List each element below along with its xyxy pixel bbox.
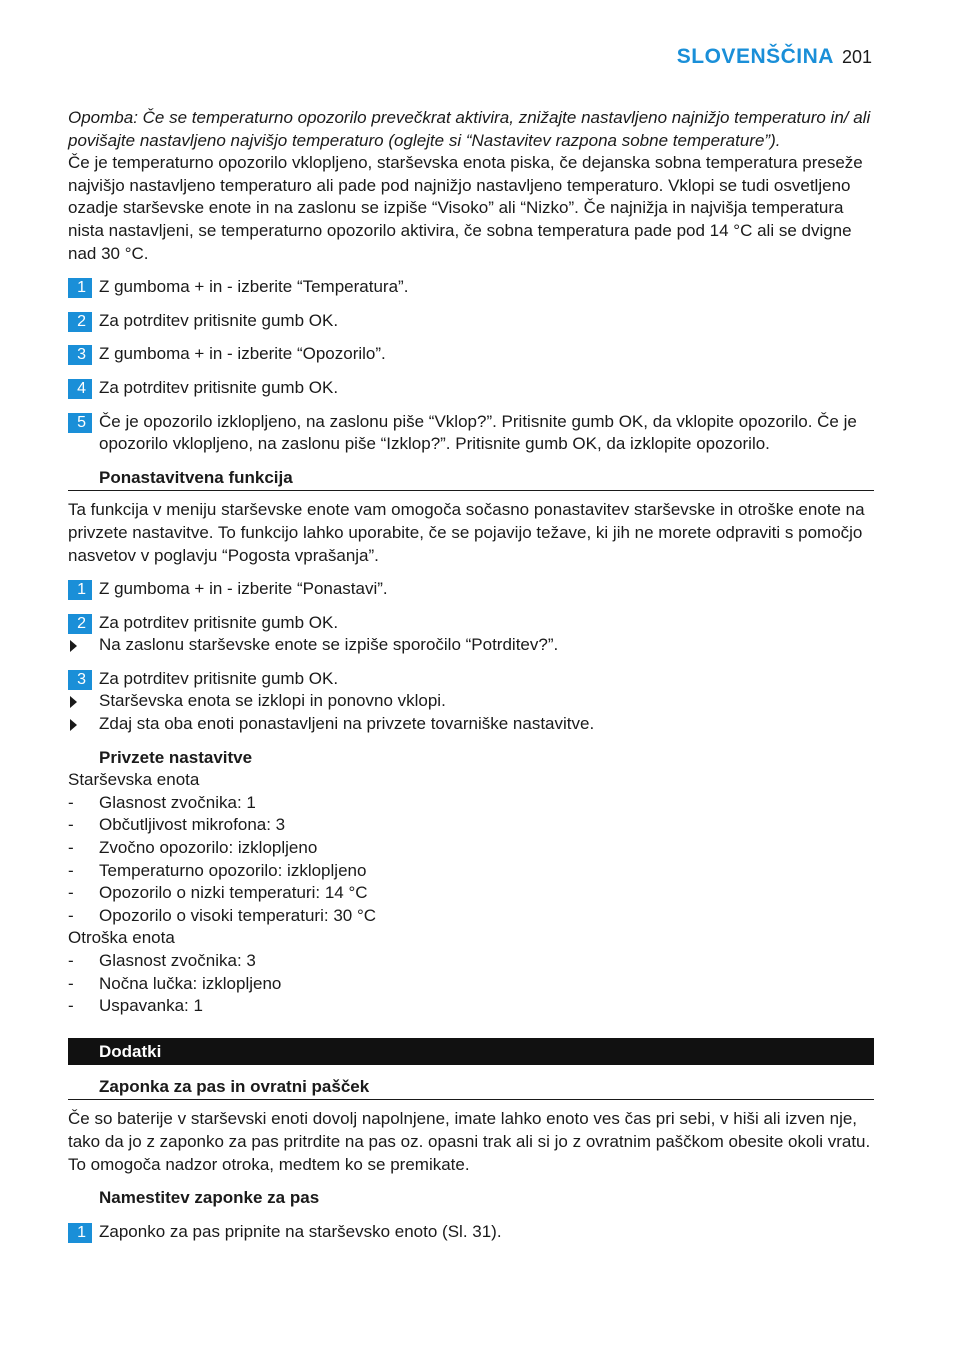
step-5: [68, 411, 874, 456]
accessories-paragraph: Če so baterije v starševski enoti dovolj napolnjene, imate lahko enoto ves čas pri sebi, v hiši ali izven nje, tako da jo z zaponko za pas pritrdite na pas oz. opasni trak ali si jo z ovratnim paščkom obesite okoli vratu. To omogoča nadzor otroka, medtem ko se premikate.: [68, 1109, 871, 1174]
step-number: 5: [68, 413, 92, 433]
list-item: [68, 814, 874, 837]
step-number: 1: [68, 278, 92, 298]
section-band-accessories: Dodatki: [68, 1038, 874, 1065]
list-item: [68, 882, 874, 905]
language-title: SLOVENŠČINA: [676, 45, 834, 68]
list-item-text: Opozorilo o nizki temperaturi: 14 °C: [99, 883, 368, 903]
reset-step-2: [68, 612, 874, 635]
list-item: [68, 792, 874, 815]
list-item: [68, 973, 874, 996]
result-text: Starševska enota se izklopi in ponovno vklopi.: [99, 691, 446, 711]
list-item-text: Nočna lučka: izklopljeno: [99, 973, 282, 993]
note-text: Opomba: Če se temperaturno opozorilo prevečkrat aktivira, znižajte nastavljeno najnižjo temperaturo in/ ali povišajte nastavljeno najvišjo temperaturo (oglejte si “Nastavitev razpona sobne temperature”).: [68, 108, 871, 150]
dash-mark: -: [68, 792, 74, 812]
dash-mark: -: [68, 838, 74, 858]
list-item: [68, 837, 874, 860]
list-item: [68, 950, 874, 973]
list-item-text: Glasnost zvočnika: 1: [99, 792, 256, 812]
dash-mark: -: [68, 996, 74, 1016]
page-header: [677, 46, 872, 69]
list-item-text: Glasnost zvočnika: 3: [99, 951, 256, 970]
page-number: 201: [841, 47, 872, 67]
list-item: [68, 995, 874, 1018]
list-item-text: Zvočno opozorilo: izklopljeno: [99, 838, 318, 858]
section-heading-defaults: Privzete nastavitve: [99, 747, 253, 767]
step-number: 2: [68, 614, 92, 634]
step-1: [68, 276, 874, 299]
step-text: Z gumboma + in - izberite “Ponastavi”.: [99, 579, 388, 599]
list-item-text: Temperaturno opozorilo: izklopljeno: [99, 860, 367, 880]
step-number: 3: [68, 345, 92, 365]
parent-unit-label: Starševska enota: [68, 770, 200, 790]
reset-paragraph: Ta funkcija v meniju starševske enote vam omogoča sočasno ponastavitev starševske in otroške enote na privzete nastavitve. To funkcijo lahko uporabite, če se pojavijo težave, ki jih ne morete odpraviti s pomočjo nasvetov v poglavju “Pogosta vprašanja”.: [68, 500, 865, 565]
dash-mark: -: [68, 860, 74, 880]
clip-step-1: [68, 1221, 874, 1244]
result-arrow-icon: [70, 696, 77, 708]
section-heading-attach-clip: Namestitev zaponke za pas: [99, 1188, 320, 1208]
result-item: [68, 713, 874, 736]
page-content: [68, 107, 874, 1243]
result-item: [68, 690, 874, 713]
step-number: 2: [68, 312, 92, 332]
step-3: [68, 343, 874, 366]
dash-mark: -: [68, 815, 74, 835]
baby-unit-label: Otroška enota: [68, 928, 175, 948]
step-text: Za potrditev pritisnite gumb OK.: [99, 310, 339, 330]
section-heading-belt-clip: Zaponka za pas in ovratni pašček: [68, 1076, 874, 1101]
dash-mark: -: [68, 951, 74, 970]
step-text: Zaponko za pas pripnite na starševsko enoto (Sl. 31).: [99, 1221, 502, 1241]
dash-mark: -: [68, 973, 74, 993]
step-text: Za potrditev pritisnite gumb OK.: [99, 612, 339, 632]
list-item: [68, 905, 874, 928]
dash-mark: -: [68, 883, 74, 903]
list-item-text: Uspavanka: 1: [99, 996, 203, 1016]
result-item: [68, 634, 874, 657]
reset-step-3: [68, 668, 874, 691]
result-text: Na zaslonu starševske enote se izpiše sporočilo “Potrditev?”.: [99, 635, 559, 655]
step-text: Za potrditev pritisnite gumb OK.: [99, 668, 339, 688]
step-text: Z gumboma + in - izberite “Temperatura”.: [99, 277, 409, 297]
reset-step-1: [68, 578, 874, 601]
step-text: Če je opozorilo izklopljeno, na zaslonu piše “Vklop?”. Pritisnite gumb OK, da vklopite opozorilo. Če je opozorilo vklopljeno, na zaslonu piše “Izklop?”. Pritisnite gumb OK, da izklopite opozorilo.: [99, 411, 857, 454]
step-4: [68, 377, 874, 400]
list-item: [68, 860, 874, 883]
intro-paragraph: Če je temperaturno opozorilo vklopljeno, starševska enota piska, če dejanska sobna temperatura preseže najvišjo nastavljeno temperaturo ali pade pod najnižjo nastavljeno temperaturo. Vklopi se tudi osvetljeno ozadje starševske enote in na zaslonu se izpiše “Visoko” ali “Nizko”. Če najnižja in najvišja temperatura nista nastavljeni, se temperaturno opozorilo aktivira, če sobna temperatura pade pod 14 °C ali se dvigne nad 30 °C.: [68, 153, 863, 263]
step-number: 4: [68, 379, 92, 399]
result-arrow-icon: [70, 719, 77, 731]
list-item-text: Opozorilo o visoki temperaturi: 30 °C: [99, 905, 377, 925]
section-heading-reset: Ponastavitvena funkcija: [68, 467, 874, 492]
step-text: Z gumboma + in - izberite “Opozorilo”.: [99, 344, 386, 364]
step-number: 1: [68, 1223, 92, 1243]
step-2: [68, 310, 874, 333]
result-arrow-icon: [70, 640, 77, 652]
result-text: Zdaj sta oba enoti ponastavljeni na privzete tovarniške nastavitve.: [99, 714, 595, 734]
step-text: Za potrditev pritisnite gumb OK.: [99, 377, 339, 397]
step-number: 1: [68, 580, 92, 600]
step-number: 3: [68, 670, 92, 690]
dash-mark: -: [68, 905, 74, 925]
list-item-text: Občutljivost mikrofona: 3: [99, 815, 286, 835]
